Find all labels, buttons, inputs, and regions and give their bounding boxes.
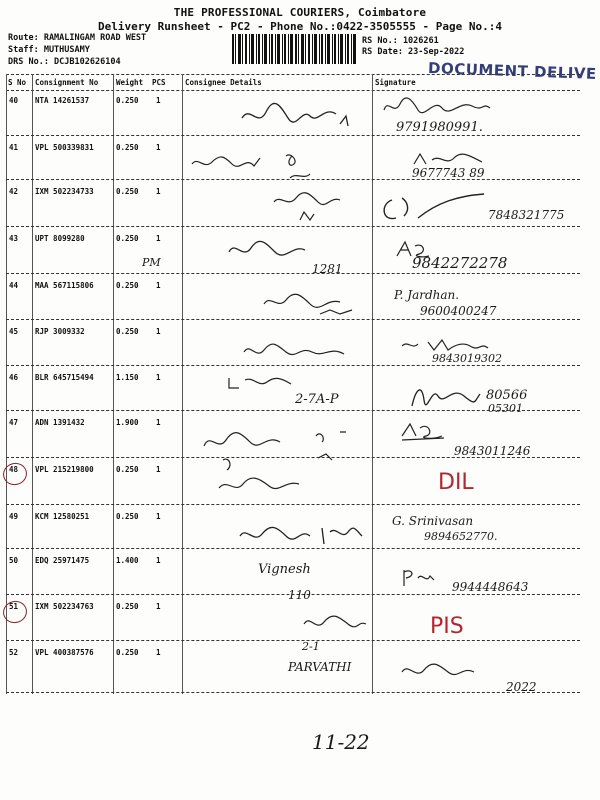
- row-sno: 43: [9, 234, 19, 243]
- row-pcs: 1: [156, 602, 161, 611]
- row-consignment-no: IXM 502234733: [35, 187, 94, 196]
- drs-number: DRS No.: DCJB102626104: [8, 57, 121, 67]
- receiver-signature: [398, 420, 448, 442]
- row-sno: 50: [9, 556, 19, 565]
- column-divider: [372, 74, 373, 694]
- consignee-signature: [300, 612, 370, 634]
- row-sno: 42: [9, 187, 19, 196]
- row-pcs: 1: [156, 327, 161, 336]
- row-sno: 45: [9, 327, 19, 336]
- company-title: THE PROFESSIONAL COURIERS, Coimbatore: [173, 6, 427, 19]
- col-header-signature: Signature: [375, 78, 416, 87]
- row-weight: 0.250: [116, 96, 139, 105]
- phone-number: 9843019302: [432, 352, 502, 365]
- column-divider: [32, 74, 33, 694]
- time-note: 2-7A-P: [295, 392, 339, 407]
- row-weight: 0.250: [116, 512, 139, 521]
- consignee-signature: [236, 522, 366, 552]
- row-sno: 51: [9, 602, 19, 611]
- row-weight: 0.250: [116, 602, 139, 611]
- col-header-weight: Weight: [116, 78, 144, 87]
- time-note: 1281: [312, 262, 343, 276]
- column-divider: [6, 74, 7, 694]
- row-weight: 0.250: [116, 281, 139, 290]
- time-note: PM: [142, 256, 161, 269]
- receiver-signature: [408, 382, 484, 412]
- route-label: Route: RAMALINGAM ROAD WEST: [8, 33, 147, 43]
- row-weight: 0.250: [116, 327, 139, 336]
- col-header-consignee: Consignee Details: [185, 78, 262, 87]
- barcode: [232, 34, 357, 64]
- row-separator: [6, 135, 580, 136]
- row-weight: 0.250: [116, 187, 139, 196]
- column-divider: [182, 74, 183, 694]
- phone-number: 9842272278: [412, 254, 508, 272]
- col-header-consignment: Consignment No: [35, 78, 99, 87]
- col-header-sno: S No: [8, 78, 27, 87]
- consignee-number: 110: [288, 588, 311, 602]
- row-sno: 47: [9, 418, 19, 427]
- col-header-pcs: PCS: [152, 78, 166, 87]
- row-pcs: 1: [156, 512, 161, 521]
- row-weight: 1.150: [116, 373, 139, 382]
- marker-circle: [1, 598, 30, 625]
- consignee-signature: [240, 340, 360, 366]
- delivery-status-note: DIL: [438, 470, 474, 495]
- receiver-signature: [398, 566, 438, 588]
- row-consignment-no: ADN 1391432: [35, 418, 85, 427]
- row-sno: 48: [9, 465, 19, 474]
- table-top-border: [6, 74, 580, 75]
- row-separator: [6, 504, 580, 505]
- rs-date: RS Date: 23-Sep-2022: [362, 47, 465, 57]
- row-consignment-no: VPL 215219800: [35, 465, 94, 474]
- receiver-signature: [378, 192, 488, 228]
- row-consignment-no: EDQ 25971475: [35, 556, 90, 565]
- row-sno: 52: [9, 648, 19, 657]
- row-pcs: 1: [156, 373, 161, 382]
- consignee-name: PARVATHI: [288, 660, 352, 674]
- phone-number: 05301: [488, 402, 523, 415]
- receiver-signature: P. Jardhan.: [394, 288, 460, 302]
- row-weight: 0.250: [116, 234, 139, 243]
- phone-number: 80566: [486, 388, 528, 403]
- row-separator: [6, 640, 580, 641]
- consignee-name: Vignesh: [258, 562, 311, 577]
- row-weight: 0.250: [116, 143, 139, 152]
- row-sno: 40: [9, 96, 19, 105]
- row-pcs: 1: [156, 187, 161, 196]
- row-pcs: 1: [156, 418, 161, 427]
- row-consignment-no: MAA 567115806: [35, 281, 94, 290]
- footer-date-note: 11-22: [312, 730, 370, 754]
- consignee-signature: [215, 454, 315, 500]
- phone-number: 7848321775: [488, 208, 565, 222]
- consignee-signature: [190, 150, 350, 186]
- row-consignment-no: IXM 502234763: [35, 602, 94, 611]
- phone-number: 9600400247: [420, 304, 497, 318]
- row-consignment-no: UPT 8099280: [35, 234, 85, 243]
- runsheet-subtitle: Delivery Runsheet - PC2 - Phone No.:0422-3505555 - Page No.:4: [98, 20, 502, 33]
- consignee-signature: [225, 372, 305, 394]
- row-pcs: 1: [156, 465, 161, 474]
- column-divider: [113, 74, 114, 694]
- row-consignment-no: NTA 14261537: [35, 96, 90, 105]
- consignee-signature: [225, 238, 335, 264]
- signed-year: 2022: [506, 680, 537, 694]
- row-separator: [6, 692, 580, 693]
- row-pcs: 1: [156, 234, 161, 243]
- row-consignment-no: KCM 12580251: [35, 512, 90, 521]
- row-pcs: 1: [156, 143, 161, 152]
- row-consignment-no: VPL 400387576: [35, 648, 94, 657]
- row-weight: 1.400: [116, 556, 139, 565]
- row-sno: 46: [9, 373, 19, 382]
- table-header-border: [6, 90, 580, 91]
- row-weight: 0.250: [116, 465, 139, 474]
- staff-label: Staff: MUTHUSAMY: [8, 45, 90, 55]
- document-delivered-stamp: DOCUMENT DELIVE: [427, 59, 598, 83]
- delivery-status-note: PIS: [430, 614, 464, 639]
- row-pcs: 1: [156, 281, 161, 290]
- consignee-signature: [240, 100, 360, 130]
- row-sno: 49: [9, 512, 19, 521]
- row-consignment-no: VPL 500339831: [35, 143, 94, 152]
- receiver-signature: [382, 96, 492, 118]
- row-consignment-no: BLR 645715494: [35, 373, 94, 382]
- phone-number: 9944448643: [452, 580, 529, 594]
- row-pcs: 1: [156, 648, 161, 657]
- row-pcs: 1: [156, 96, 161, 105]
- row-sno: 41: [9, 143, 19, 152]
- row-sno: 44: [9, 281, 19, 290]
- marker-circle: [1, 460, 30, 487]
- row-separator: [6, 273, 580, 274]
- phone-number: 9677743 89: [412, 166, 485, 180]
- receiver-signature: [398, 660, 478, 682]
- consignee-signature: [260, 290, 370, 320]
- phone-number: 9894652770.: [424, 530, 498, 543]
- phone-number: 9791980991.: [396, 120, 483, 135]
- row-weight: 0.250: [116, 648, 139, 657]
- receiver-signature: G. Srinivasan: [392, 514, 474, 528]
- phone-number: 9843011246: [454, 444, 531, 458]
- rs-number: RS No.: 1026261: [362, 36, 439, 46]
- consignee-signature: [270, 190, 360, 230]
- row-weight: 1.900: [116, 418, 139, 427]
- row-consignment-no: RJP 3009332: [35, 327, 85, 336]
- time-note: 2-1: [302, 640, 320, 653]
- row-pcs: 1: [156, 556, 161, 565]
